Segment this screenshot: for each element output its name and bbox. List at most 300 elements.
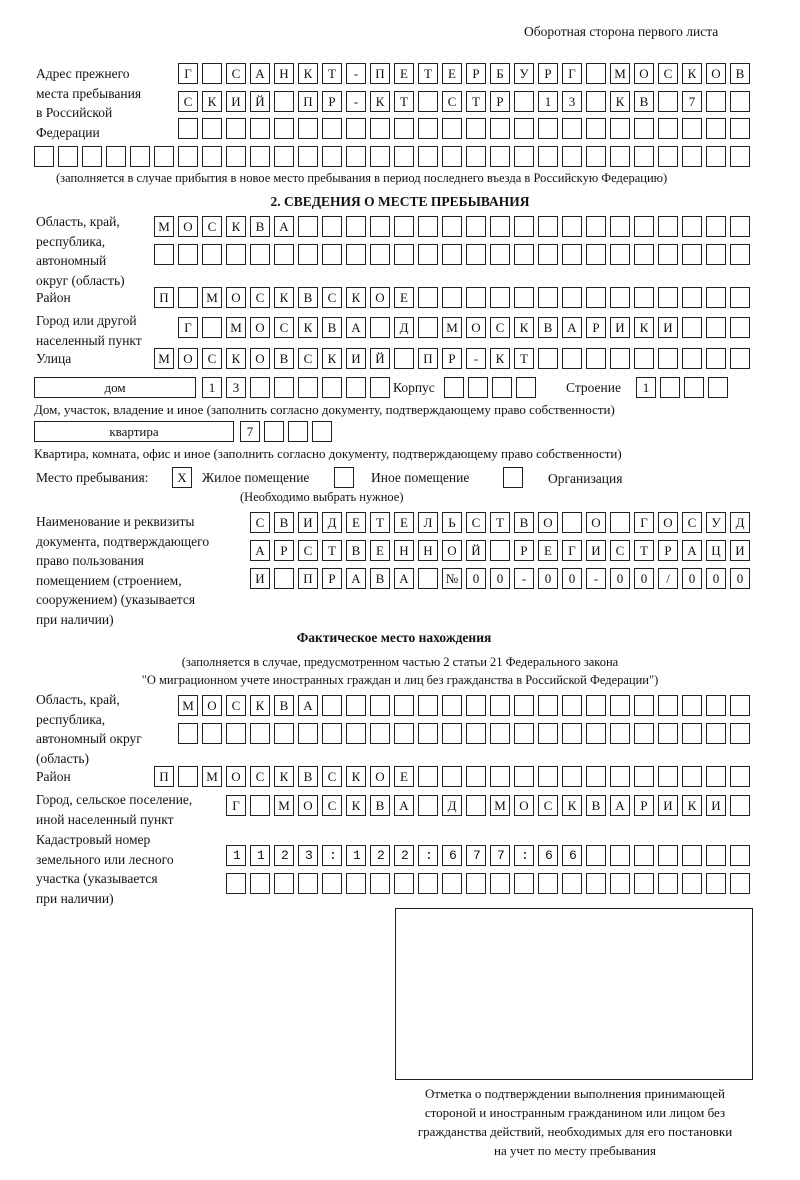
char-cell[interactable]: [514, 873, 534, 894]
char-cell[interactable]: [418, 568, 438, 589]
char-cell[interactable]: [418, 766, 438, 787]
char-cell[interactable]: [682, 766, 702, 787]
char-cell[interactable]: И: [346, 348, 366, 369]
char-cell[interactable]: [706, 118, 726, 139]
char-cell[interactable]: [562, 766, 582, 787]
char-cell[interactable]: Т: [634, 540, 654, 561]
char-cell[interactable]: А: [682, 540, 702, 561]
char-cell[interactable]: К: [274, 766, 294, 787]
char-cell[interactable]: -: [466, 348, 486, 369]
char-cell[interactable]: [538, 216, 558, 237]
cadastral-number-text[interactable]: 1123:122:677:66: [233, 848, 762, 863]
char-cell[interactable]: [418, 723, 438, 744]
char-cell[interactable]: [442, 695, 462, 716]
char-cell[interactable]: [730, 317, 750, 338]
char-cell[interactable]: [634, 766, 654, 787]
char-cell[interactable]: Н: [274, 63, 294, 84]
char-cell[interactable]: [682, 348, 702, 369]
char-cell[interactable]: [418, 91, 438, 112]
option-organization-checkbox[interactable]: [503, 467, 523, 488]
char-cell[interactable]: [298, 216, 318, 237]
char-cell[interactable]: [370, 244, 390, 265]
option-other-premises-checkbox[interactable]: [334, 467, 354, 488]
char-cell[interactable]: [562, 146, 582, 167]
char-cell[interactable]: С: [226, 63, 246, 84]
char-cell[interactable]: [274, 873, 294, 894]
char-cell[interactable]: О: [538, 512, 558, 533]
char-cell[interactable]: [586, 91, 606, 112]
char-cell[interactable]: О: [706, 63, 726, 84]
char-cell[interactable]: Т: [370, 512, 390, 533]
char-cell[interactable]: [634, 873, 654, 894]
house-type-box[interactable]: дом: [34, 377, 196, 398]
char-cell[interactable]: [444, 377, 464, 398]
char-cell[interactable]: Г: [226, 795, 246, 816]
char-cell[interactable]: В: [514, 512, 534, 533]
char-cell[interactable]: [154, 146, 174, 167]
char-cell[interactable]: [562, 348, 582, 369]
char-cell[interactable]: [660, 377, 680, 398]
char-cell[interactable]: [274, 118, 294, 139]
char-cell[interactable]: О: [178, 348, 198, 369]
char-cell[interactable]: 0: [730, 568, 750, 589]
char-cell[interactable]: [538, 118, 558, 139]
char-cell[interactable]: [322, 873, 342, 894]
char-cell[interactable]: 0: [706, 568, 726, 589]
char-cell[interactable]: [730, 287, 750, 308]
char-cell[interactable]: Й: [370, 348, 390, 369]
char-cell[interactable]: [538, 873, 558, 894]
char-cell[interactable]: М: [610, 63, 630, 84]
char-cell[interactable]: А: [610, 795, 630, 816]
char-cell[interactable]: Е: [370, 540, 390, 561]
char-cell[interactable]: [514, 766, 534, 787]
char-cell[interactable]: [730, 795, 750, 816]
char-cell[interactable]: О: [634, 63, 654, 84]
char-cell[interactable]: Е: [394, 63, 414, 84]
char-cell[interactable]: [178, 287, 198, 308]
char-cell[interactable]: [538, 348, 558, 369]
char-cell[interactable]: [514, 146, 534, 167]
char-cell[interactable]: В: [586, 795, 606, 816]
char-cell[interactable]: А: [274, 216, 294, 237]
char-cell[interactable]: К: [346, 287, 366, 308]
char-cell[interactable]: В: [730, 63, 750, 84]
char-cell[interactable]: [106, 146, 126, 167]
char-cell[interactable]: [418, 795, 438, 816]
char-cell[interactable]: С: [658, 63, 678, 84]
char-cell[interactable]: [346, 146, 366, 167]
char-cell[interactable]: [682, 723, 702, 744]
char-cell[interactable]: К: [682, 63, 702, 84]
char-cell[interactable]: [178, 244, 198, 265]
char-cell[interactable]: [418, 317, 438, 338]
char-cell[interactable]: К: [274, 287, 294, 308]
char-cell[interactable]: [154, 244, 174, 265]
char-cell[interactable]: [610, 723, 630, 744]
char-cell[interactable]: В: [346, 540, 366, 561]
char-cell[interactable]: И: [298, 512, 318, 533]
char-cell[interactable]: [202, 146, 222, 167]
char-cell[interactable]: Л: [418, 512, 438, 533]
char-cell[interactable]: [322, 118, 342, 139]
char-cell[interactable]: [178, 146, 198, 167]
char-cell[interactable]: [226, 723, 246, 744]
char-cell[interactable]: [610, 695, 630, 716]
char-cell[interactable]: [274, 377, 294, 398]
char-cell[interactable]: [394, 695, 414, 716]
char-cell[interactable]: [442, 146, 462, 167]
char-cell[interactable]: К: [298, 63, 318, 84]
char-cell[interactable]: [586, 348, 606, 369]
char-cell[interactable]: К: [610, 91, 630, 112]
char-cell[interactable]: [730, 766, 750, 787]
char-cell[interactable]: Й: [250, 91, 270, 112]
char-cell[interactable]: П: [154, 287, 174, 308]
char-cell[interactable]: [658, 216, 678, 237]
char-cell[interactable]: [634, 146, 654, 167]
char-cell[interactable]: Т: [418, 63, 438, 84]
char-cell[interactable]: [346, 723, 366, 744]
char-cell[interactable]: [202, 244, 222, 265]
char-cell[interactable]: [684, 377, 704, 398]
char-cell[interactable]: Г: [562, 540, 582, 561]
char-cell[interactable]: [418, 118, 438, 139]
char-cell[interactable]: [562, 287, 582, 308]
char-cell[interactable]: И: [610, 317, 630, 338]
char-cell[interactable]: [298, 723, 318, 744]
char-cell[interactable]: [682, 118, 702, 139]
char-cell[interactable]: [82, 146, 102, 167]
char-cell[interactable]: [730, 873, 750, 894]
char-cell[interactable]: -: [346, 91, 366, 112]
char-cell[interactable]: [586, 873, 606, 894]
char-cell[interactable]: [226, 146, 246, 167]
char-cell[interactable]: [538, 287, 558, 308]
char-cell[interactable]: [514, 118, 534, 139]
char-cell[interactable]: Б: [490, 63, 510, 84]
char-cell[interactable]: С: [538, 795, 558, 816]
char-cell[interactable]: [562, 118, 582, 139]
char-cell[interactable]: В: [274, 695, 294, 716]
char-cell[interactable]: К: [202, 91, 222, 112]
char-cell[interactable]: [250, 873, 270, 894]
char-cell[interactable]: [730, 244, 750, 265]
char-cell[interactable]: [490, 873, 510, 894]
char-cell[interactable]: [250, 377, 270, 398]
char-cell[interactable]: [250, 795, 270, 816]
char-cell[interactable]: [706, 287, 726, 308]
char-cell[interactable]: М: [202, 287, 222, 308]
char-cell[interactable]: И: [226, 91, 246, 112]
char-cell[interactable]: [226, 244, 246, 265]
char-cell[interactable]: [706, 91, 726, 112]
char-cell[interactable]: У: [514, 63, 534, 84]
char-cell[interactable]: -: [514, 568, 534, 589]
char-cell[interactable]: 7: [682, 91, 702, 112]
char-cell[interactable]: [658, 348, 678, 369]
char-cell[interactable]: [298, 873, 318, 894]
char-cell[interactable]: [418, 244, 438, 265]
char-cell[interactable]: Т: [514, 348, 534, 369]
char-cell[interactable]: С: [322, 795, 342, 816]
char-cell[interactable]: [658, 244, 678, 265]
char-cell[interactable]: С: [250, 512, 270, 533]
char-cell[interactable]: И: [658, 317, 678, 338]
char-cell[interactable]: [610, 766, 630, 787]
char-cell[interactable]: [586, 244, 606, 265]
char-cell[interactable]: О: [514, 795, 534, 816]
char-cell[interactable]: [442, 216, 462, 237]
char-cell[interactable]: [288, 421, 308, 442]
char-cell[interactable]: С: [466, 512, 486, 533]
char-cell[interactable]: [682, 317, 702, 338]
char-cell[interactable]: [202, 317, 222, 338]
char-cell[interactable]: С: [202, 216, 222, 237]
char-cell[interactable]: [514, 695, 534, 716]
char-cell[interactable]: [706, 317, 726, 338]
char-cell[interactable]: №: [442, 568, 462, 589]
char-cell[interactable]: О: [226, 287, 246, 308]
char-cell[interactable]: [250, 244, 270, 265]
char-cell[interactable]: К: [226, 348, 246, 369]
char-cell[interactable]: О: [442, 540, 462, 561]
char-cell[interactable]: [706, 766, 726, 787]
char-cell[interactable]: [586, 766, 606, 787]
char-cell[interactable]: [442, 766, 462, 787]
char-cell[interactable]: О: [658, 512, 678, 533]
char-cell[interactable]: [730, 216, 750, 237]
char-cell[interactable]: 3: [562, 91, 582, 112]
char-cell[interactable]: [298, 118, 318, 139]
char-cell[interactable]: [322, 146, 342, 167]
char-cell[interactable]: [682, 146, 702, 167]
char-cell[interactable]: [274, 146, 294, 167]
char-cell[interactable]: [226, 118, 246, 139]
char-cell[interactable]: Н: [418, 540, 438, 561]
char-cell[interactable]: У: [706, 512, 726, 533]
char-cell[interactable]: Ц: [706, 540, 726, 561]
char-cell[interactable]: [514, 723, 534, 744]
char-cell[interactable]: О: [202, 695, 222, 716]
char-cell[interactable]: [250, 146, 270, 167]
char-cell[interactable]: [298, 244, 318, 265]
char-cell[interactable]: [466, 216, 486, 237]
char-cell[interactable]: [682, 695, 702, 716]
char-cell[interactable]: [346, 873, 366, 894]
char-cell[interactable]: -: [586, 568, 606, 589]
char-cell[interactable]: Н: [394, 540, 414, 561]
char-cell[interactable]: [586, 287, 606, 308]
char-cell[interactable]: К: [250, 695, 270, 716]
char-cell[interactable]: [658, 723, 678, 744]
char-cell[interactable]: [634, 216, 654, 237]
char-cell[interactable]: [514, 91, 534, 112]
char-cell[interactable]: [634, 244, 654, 265]
char-cell[interactable]: [490, 118, 510, 139]
char-cell[interactable]: С: [250, 287, 270, 308]
char-cell[interactable]: [34, 146, 54, 167]
char-cell[interactable]: [130, 146, 150, 167]
char-cell[interactable]: Т: [466, 91, 486, 112]
char-cell[interactable]: [706, 146, 726, 167]
char-cell[interactable]: [706, 348, 726, 369]
char-cell[interactable]: [682, 873, 702, 894]
char-cell[interactable]: [346, 377, 366, 398]
char-cell[interactable]: Р: [274, 540, 294, 561]
char-cell[interactable]: М: [178, 695, 198, 716]
char-cell[interactable]: И: [730, 540, 750, 561]
char-cell[interactable]: [490, 695, 510, 716]
char-cell[interactable]: [322, 723, 342, 744]
char-cell[interactable]: [202, 118, 222, 139]
char-cell[interactable]: [322, 377, 342, 398]
char-cell[interactable]: [370, 873, 390, 894]
char-cell[interactable]: 0: [610, 568, 630, 589]
char-cell[interactable]: Т: [322, 63, 342, 84]
char-cell[interactable]: В: [298, 766, 318, 787]
char-cell[interactable]: [322, 216, 342, 237]
char-cell[interactable]: А: [298, 695, 318, 716]
char-cell[interactable]: Д: [394, 317, 414, 338]
char-cell[interactable]: 0: [634, 568, 654, 589]
char-cell[interactable]: [466, 766, 486, 787]
char-cell[interactable]: [370, 216, 390, 237]
char-cell[interactable]: 0: [682, 568, 702, 589]
char-cell[interactable]: А: [250, 63, 270, 84]
char-cell[interactable]: О: [466, 317, 486, 338]
char-cell[interactable]: [370, 695, 390, 716]
char-cell[interactable]: О: [226, 766, 246, 787]
char-cell[interactable]: [562, 873, 582, 894]
char-cell[interactable]: [706, 723, 726, 744]
char-cell[interactable]: Т: [394, 91, 414, 112]
char-cell[interactable]: А: [394, 568, 414, 589]
char-cell[interactable]: С: [298, 540, 318, 561]
char-cell[interactable]: [466, 795, 486, 816]
char-cell[interactable]: [586, 146, 606, 167]
char-cell[interactable]: [730, 723, 750, 744]
char-cell[interactable]: [538, 244, 558, 265]
char-cell[interactable]: [346, 244, 366, 265]
char-cell[interactable]: К: [634, 317, 654, 338]
char-cell[interactable]: [514, 244, 534, 265]
char-cell[interactable]: К: [298, 317, 318, 338]
char-cell[interactable]: [346, 695, 366, 716]
char-cell[interactable]: О: [178, 216, 198, 237]
char-cell[interactable]: К: [562, 795, 582, 816]
char-cell[interactable]: [202, 63, 222, 84]
char-cell[interactable]: [490, 146, 510, 167]
char-cell[interactable]: А: [346, 568, 366, 589]
char-cell[interactable]: 1: [202, 377, 222, 398]
char-cell[interactable]: Д: [730, 512, 750, 533]
char-cell[interactable]: [610, 287, 630, 308]
char-cell[interactable]: [322, 244, 342, 265]
char-cell[interactable]: И: [658, 795, 678, 816]
char-cell[interactable]: [538, 146, 558, 167]
char-cell[interactable]: [562, 695, 582, 716]
char-cell[interactable]: [682, 244, 702, 265]
char-cell[interactable]: [610, 348, 630, 369]
char-cell[interactable]: А: [394, 795, 414, 816]
char-cell[interactable]: М: [490, 795, 510, 816]
char-cell[interactable]: [370, 723, 390, 744]
char-cell[interactable]: [298, 377, 318, 398]
char-cell[interactable]: С: [274, 317, 294, 338]
char-cell[interactable]: П: [418, 348, 438, 369]
char-cell[interactable]: С: [226, 695, 246, 716]
char-cell[interactable]: В: [370, 568, 390, 589]
char-cell[interactable]: Г: [178, 63, 198, 84]
char-cell[interactable]: [418, 695, 438, 716]
char-cell[interactable]: [562, 512, 582, 533]
char-cell[interactable]: [178, 723, 198, 744]
char-cell[interactable]: Е: [346, 512, 366, 533]
char-cell[interactable]: 0: [562, 568, 582, 589]
char-cell[interactable]: Д: [442, 795, 462, 816]
char-cell[interactable]: А: [346, 317, 366, 338]
char-cell[interactable]: [706, 216, 726, 237]
char-cell[interactable]: [490, 216, 510, 237]
char-cell[interactable]: Ь: [442, 512, 462, 533]
char-cell[interactable]: С: [610, 540, 630, 561]
char-cell[interactable]: М: [442, 317, 462, 338]
char-cell[interactable]: К: [682, 795, 702, 816]
char-cell[interactable]: [394, 216, 414, 237]
char-cell[interactable]: [730, 695, 750, 716]
char-cell[interactable]: 0: [466, 568, 486, 589]
char-cell[interactable]: [442, 287, 462, 308]
char-cell[interactable]: [418, 287, 438, 308]
char-cell[interactable]: [370, 377, 390, 398]
char-cell[interactable]: П: [298, 91, 318, 112]
char-cell[interactable]: С: [250, 766, 270, 787]
char-cell[interactable]: В: [298, 287, 318, 308]
char-cell[interactable]: [514, 287, 534, 308]
char-cell[interactable]: О: [298, 795, 318, 816]
char-cell[interactable]: [490, 244, 510, 265]
char-cell[interactable]: Р: [634, 795, 654, 816]
char-cell[interactable]: [418, 146, 438, 167]
char-cell[interactable]: Р: [514, 540, 534, 561]
char-cell[interactable]: О: [370, 766, 390, 787]
apartment-type-box[interactable]: квартира: [34, 421, 234, 442]
char-cell[interactable]: [442, 723, 462, 744]
char-cell[interactable]: [466, 146, 486, 167]
char-cell[interactable]: [610, 216, 630, 237]
char-cell[interactable]: 0: [490, 568, 510, 589]
char-cell[interactable]: Е: [538, 540, 558, 561]
char-cell[interactable]: [466, 723, 486, 744]
char-cell[interactable]: [586, 118, 606, 139]
char-cell[interactable]: [706, 873, 726, 894]
char-cell[interactable]: И: [706, 795, 726, 816]
char-cell[interactable]: [708, 377, 728, 398]
char-cell[interactable]: -: [346, 63, 366, 84]
char-cell[interactable]: [538, 695, 558, 716]
char-cell[interactable]: П: [298, 568, 318, 589]
char-cell[interactable]: Е: [394, 512, 414, 533]
char-cell[interactable]: [610, 118, 630, 139]
char-cell[interactable]: [178, 118, 198, 139]
char-cell[interactable]: С: [178, 91, 198, 112]
char-cell[interactable]: Т: [490, 512, 510, 533]
char-cell[interactable]: Р: [586, 317, 606, 338]
char-cell[interactable]: [610, 244, 630, 265]
char-cell[interactable]: [706, 695, 726, 716]
char-cell[interactable]: [682, 287, 702, 308]
